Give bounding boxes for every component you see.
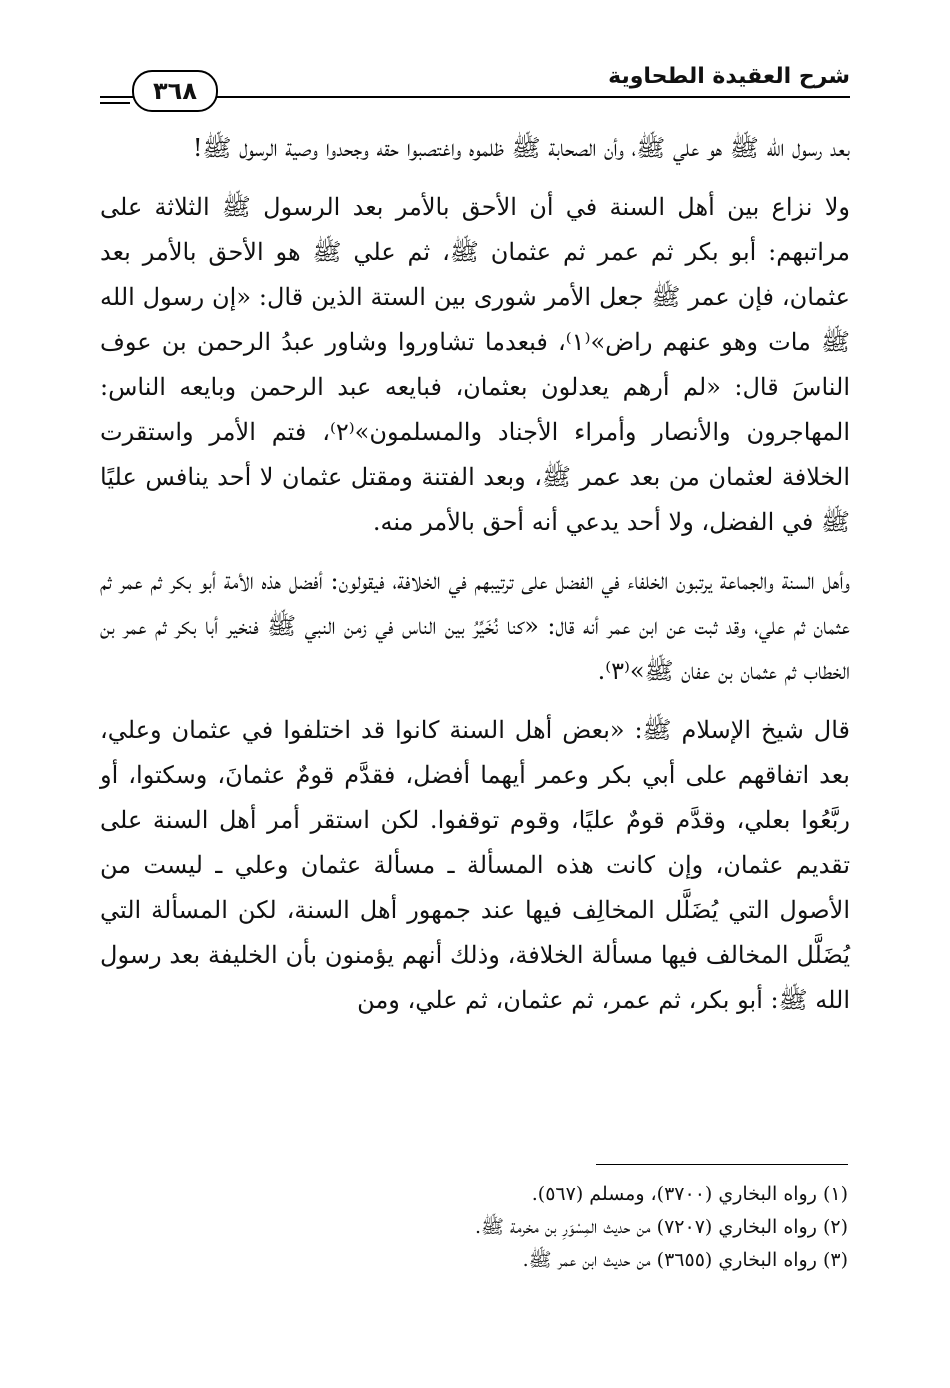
book-title: شرح العقيدة الطحاوية <box>608 64 850 89</box>
page-number: ٣٦٨ <box>132 70 218 112</box>
footnotes <box>100 1178 848 1277</box>
paragraph: بعد رسول الله ﷺ هو علي ﷺ، وأن الصحابة ﷺ ظلموه واغتصبوا حقه وجحدوا وصية الرسول ﷺ! <box>192 134 850 162</box>
page-header <box>100 60 850 110</box>
footnote-separator <box>596 1164 848 1165</box>
main-text <box>100 126 850 1037</box>
footnote: (٢) رواه البخاري (٧٢٠٧) من حديث المِسْوَرِ بن مخرمة ﷺ. <box>475 1216 848 1238</box>
paragraph: قال شيخ الإسلام ﷺ: «بعض أهل السنة كانوا قد اختلفوا في عثمان وعلي، بعد اتفاقهم على أبي بكر وعمر أيهما أفضل، فقدَّم قومٌ عثمانَ، وسكتوا، أو ربَّعُوا بعلي، وقدَّم قومٌ عليًا، وقوم توقفوا. لكن استقر أمر أهل السنة على تقديم عثمان، وإن كانت هذه المسألة ـ مسألة عثمان وعلي ـ ليست من الأصول التي يُضَلَّل المخالِف فيها عند جمهور أهل السنة، لكن المسألة التي يُضَلَّل المخالف فيها مسألة الخلافة، وذلك أنهم يؤمنون بأن الخليفة بعد رسول الله ﷺ: أبو بكر، ثم عمر، ثم عثمان، ثم علي، ومن <box>100 716 850 1014</box>
header-rule-short <box>100 102 130 104</box>
paragraph: وأهل السنة والجماعة يرتبون الخلفاء في الفضل على ترتيبهم في الخلافة، فيقولون: أفضل هذه الأمة أبو بكر ثم عمر ثم عثمان ثم علي، وقد ثبت عن ابن عمر أنه قال: «كنا نُخَيِّرُ بين الناس في زمن النبي ﷺ فنخير أبا بكر ثم عمر بن الخطاب ثم عثمان بن عفان ﷺ»⁽٣⁾. <box>100 567 850 685</box>
footnote: (١) رواه البخاري (٣٧٠٠)، ومسلم (٥٦٧). <box>531 1183 848 1205</box>
paragraph: ولا نزاع بين أهل السنة في أن الأحق بالأمر بعد الرسول ﷺ الثلاثة على مراتبهم: أبو بكر ثم عمر ثم عثمان ﷺ، ثم علي ﷺ هو الأحق بالأمر بعد عثمان، فإن عمر ﷺ جعل الأمر شورى بين الستة الذين قال: «إن رسول الله ﷺ مات وهو عنهم راض»⁽١⁾، فبعدما تشاوروا وشاور عبدُ الرحمن بن عوف الناسَ قال: «لم أرهم يعدلون بعثمان، فبايعه عبد الرحمن وبايعه الناس: المهاجرون والأنصار وأمراء الأجناد والمسلمون»⁽٢⁾، فتم الأمر واستقرت الخلافة لعثمان من بعد عمر ﷺ، وبعد الفتنة ومقتل عثمان لا أحد ينافس عليًا ﷺ في الفضل، ولا أحد يدعي أنه أحق بالأمر منه. <box>100 193 850 536</box>
footnote: (٣) رواه البخاري (٣٦٥٥) من حديث ابن عمر ﷺ. <box>522 1249 848 1271</box>
